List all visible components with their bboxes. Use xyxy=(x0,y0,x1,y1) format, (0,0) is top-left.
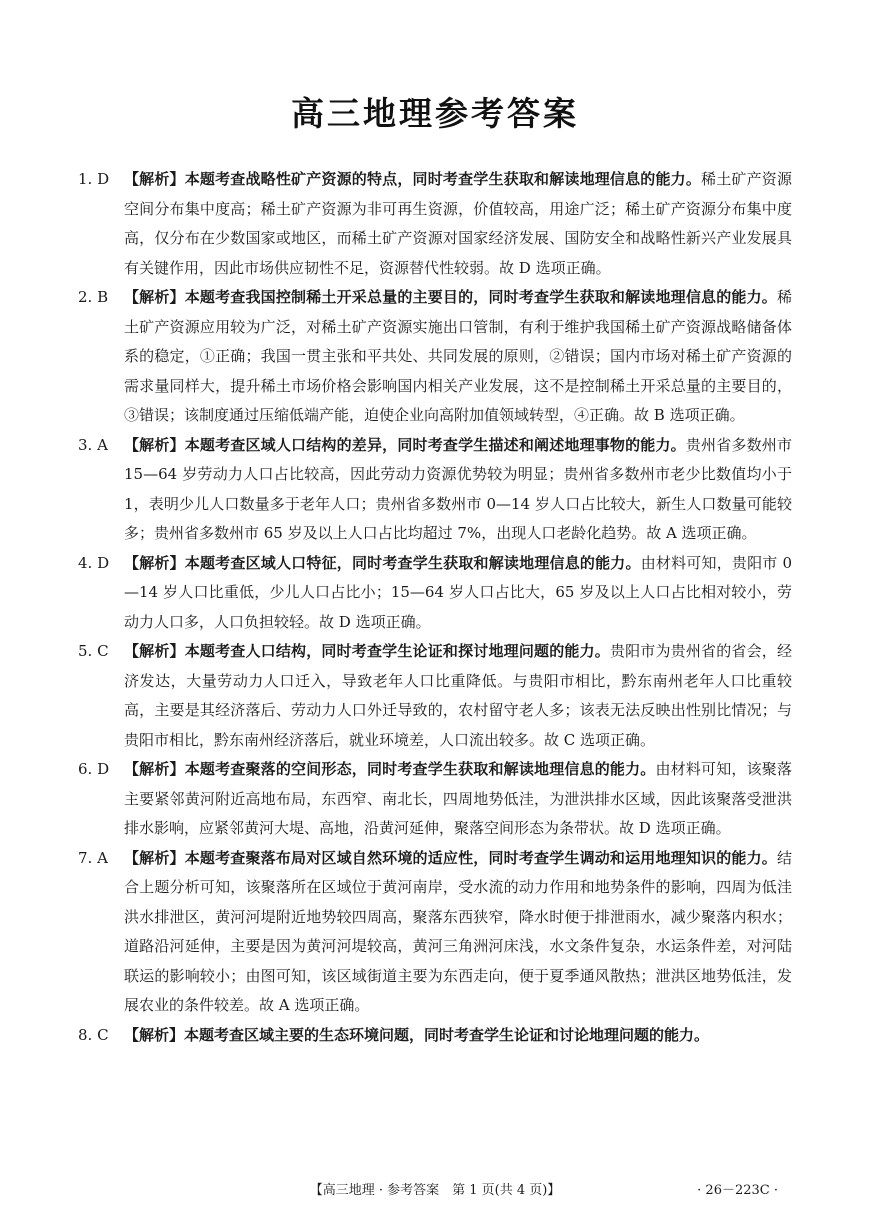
analysis-heading: 【解析】本题考查区域人口特征，同时考查学生获取和解读地理信息的能力。 xyxy=(124,553,641,572)
answer-item-2 xyxy=(78,283,792,431)
answer-item-7 xyxy=(78,844,792,1021)
analysis-text: 由材料可知，贵阳市 0—14 岁人口比重低，少儿人口占比小；15—64 岁人口占比大，65 岁及以上人口占比相对较小，劳动力人口多，人口负担较轻。故 D 选项正确。 xyxy=(124,553,793,631)
analysis-heading: 【解析】本题考查战略性矿产资源的特点，同时考查学生获取和解读地理信息的能力。 xyxy=(124,170,702,188)
answer-item-8 xyxy=(78,1021,792,1051)
analysis-heading: 【解析】本题考查聚落的空间形态，同时考查学生获取和解读地理信息的能力。 xyxy=(124,760,656,778)
analysis-text: 稀土矿产资源应用较为广泛，对稀土矿产资源实施出口管制，有利于维护我国稀土矿产资源战略储备体系的稳定，①正确；我国一贯主张和平共处、共同发展的原则，②错误；国内市场对稀土矿产资源的需求量同样大，提升稀土市场价格会影响国内相关产业发展，这不是控制稀土开采总量的主要目的，③错误；该制度通过压缩低端产能，迫使企业向高附加值领域转型，④正确。故 B 选项正确。 xyxy=(124,288,792,424)
footer-page-info: 【高三地理 · 参考答案 第 1 页(共 4 页)】 xyxy=(309,1183,561,1198)
analysis-heading: 【解析】本题考查我国控制稀土开采总量的主要目的，同时考查学生获取和解读地理信息的能力。 xyxy=(124,288,777,306)
analysis-heading: 【解析】本题考查区域主要的生态环境问题，同时考查学生论证和讨论地理问题的能力。 xyxy=(124,1025,710,1044)
answer-body xyxy=(124,1021,792,1051)
answer-body xyxy=(124,844,792,1021)
analysis-text: 结合上题分析可知，该聚落所在区域位于黄河南岸，受水流的动力作用和地势条件的影响，四周为低洼洪水排泄区，黄河河堤附近地势较四周高，聚落东西狭窄，降水时便于排泄雨水，减少聚落内积水；道路沿河延伸，主要是因为黄河河堤较高，黄河三角洲河床浅，水文条件复杂，水运条件差，对河陆联运的影响较小；由图可知，该区域街道主要为东西走向，便于夏季通风散热；泄洪区地势低洼，发展农业的条件较差。故 A 选项正确。 xyxy=(124,848,792,1014)
page-title: 高三地理参考答案 xyxy=(291,94,579,133)
analysis-heading: 【解析】本题考查聚落布局对区域自然环境的适应性，同时考查学生调动和运用地理知识的能力。 xyxy=(124,848,777,867)
answer-body xyxy=(124,431,792,549)
analysis-text: 稀土矿产资源空间分布集中度高；稀土矿产资源为非可再生资源，价值较高，用途广泛；稀土矿产资源分布集中度高，仅分布在少数国家或地区，而稀土矿产资源对国家经济发展、国防安全和战略性新兴产业发展具有关键作用，因此市场供应韧性不足，资源替代性较弱。故 D 选项正确。 xyxy=(124,170,792,277)
analysis-heading: 【解析】本题考查区域人口结构的差异，同时考查学生描述和阐述地理事物的能力。 xyxy=(124,435,686,454)
answer-item-4 xyxy=(78,549,792,638)
answer-number: 6. D xyxy=(78,760,110,778)
answer-number: 8. C xyxy=(78,1025,109,1044)
analysis-heading: 【解析】本题考查人口结构，同时考查学生论证和探讨地理问题的能力。 xyxy=(124,642,610,660)
answer-body xyxy=(124,637,792,755)
page-footer xyxy=(0,1179,870,1201)
answer-number: 3. A xyxy=(78,435,108,454)
answer-item-6 xyxy=(78,755,792,844)
answer-body xyxy=(124,283,792,431)
analysis-text: 由材料可知，该聚落主要紧邻黄河附近高地布局，东西窄、南北长，四周地势低洼，为泄洪排水区域，因此该聚落受泄洪排水影响，应紧邻黄河大堤、高地，沿黄河延伸，聚落空间形态为条带状。故 D 选项正确。 xyxy=(124,760,792,837)
answer-body xyxy=(124,165,792,283)
answer-body xyxy=(124,755,792,844)
answer-number: 2. B xyxy=(78,288,109,306)
answer-item-5 xyxy=(78,637,792,755)
analysis-text: 贵阳市为贵州省的省会，经济发达，大量劳动力人口迁入，导致老年人口比重降低。与贵阳市相比，黔东南州老年人口比重较高，主要是其经济落后、劳动力人口外迁导致的，农村留守老人多；该表无法反映出性别比情况；与贵阳市相比，黔东南州经济落后，就业环境差，人口流出较多。故 C 选项正确。 xyxy=(124,642,792,749)
answer-body xyxy=(124,549,792,638)
answer-item-1 xyxy=(78,165,792,283)
answer-number: 5. C xyxy=(78,642,109,660)
answer-number: 4. D xyxy=(78,553,110,572)
footer-code: · 26－223C · xyxy=(697,1183,778,1198)
answer-list xyxy=(78,165,792,1050)
answer-number: 1. D xyxy=(78,170,110,188)
answer-number: 7. A xyxy=(78,848,108,867)
analysis-text: 贵州省多数州市 15—64 岁劳动力人口占比较高，因此劳动力资源优势较为明显；贵州省多数州市老少比数值均小于 1，表明少儿人口数量多于老年人口；贵州省多数州市 0—14 岁人口占比较大，新生人口数量可能较多；贵州省多数州市 65 岁及以上人口占比均超过 7%，出现人口老龄化趋势。故 A 选项正确。 xyxy=(124,435,792,542)
answer-item-3 xyxy=(78,431,792,549)
